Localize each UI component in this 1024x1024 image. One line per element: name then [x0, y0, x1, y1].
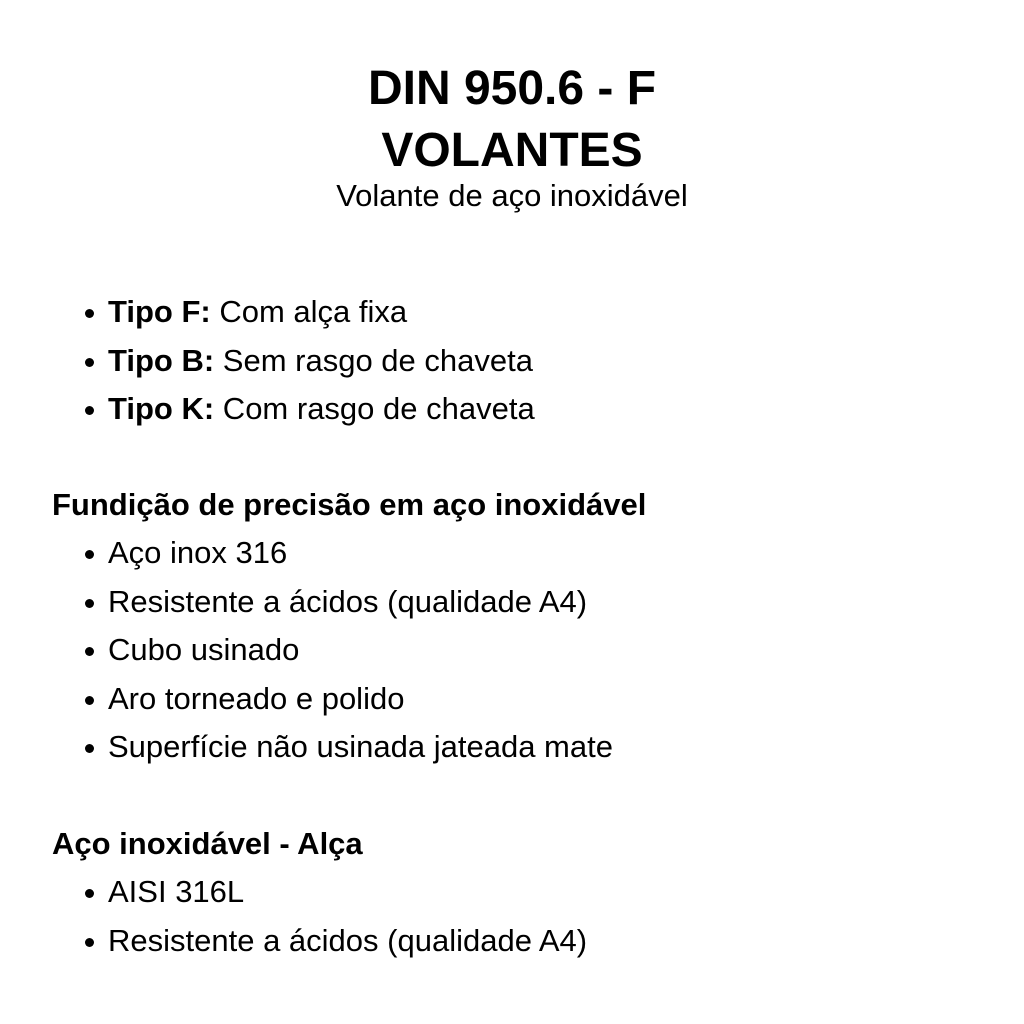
tipo-f-text: Com alça fixa: [210, 294, 408, 329]
tipo-k-text: Com rasgo de chaveta: [214, 391, 535, 426]
page-title-secondary: VOLANTES: [381, 124, 643, 177]
page-header: [0, 58, 1024, 216]
list-item-tipo-b: [52, 337, 535, 386]
fundicao-list: [52, 529, 646, 772]
tipos-section: [52, 288, 535, 434]
list-item-tipo-k: [52, 385, 535, 434]
page-subtitle: Volante de aço inoxidável: [336, 178, 688, 213]
tipos-list: [52, 288, 535, 434]
alca-heading: Aço inoxidável - Alça: [52, 826, 363, 861]
list-item: Cubo usinado: [52, 626, 646, 675]
list-item: Superfície não usinada jateada mate: [52, 723, 646, 772]
list-item: Resistente a ácidos (qualidade A4): [52, 917, 587, 966]
list-item-tipo-f: [52, 288, 535, 337]
fundicao-heading: Fundição de precisão em aço inoxidável: [52, 487, 647, 522]
tipo-b-term: Tipo B:: [108, 342, 215, 378]
page-title: DIN 950.6 - F: [367, 62, 657, 115]
list-item: Aço inox 316: [52, 529, 646, 578]
list-item: AISI 316L: [52, 868, 587, 917]
alca-list: [52, 868, 587, 965]
tipo-f-term: Tipo F:: [108, 294, 211, 329]
tipo-b-text: Sem rasgo de chaveta: [214, 342, 533, 378]
alca-section: [52, 820, 587, 965]
fundicao-section: [52, 481, 646, 772]
tipo-k-term: Tipo K:: [108, 391, 215, 426]
list-item: Resistente a ácidos (qualidade A4): [52, 578, 646, 627]
list-item: Aro torneado e polido: [52, 675, 646, 724]
